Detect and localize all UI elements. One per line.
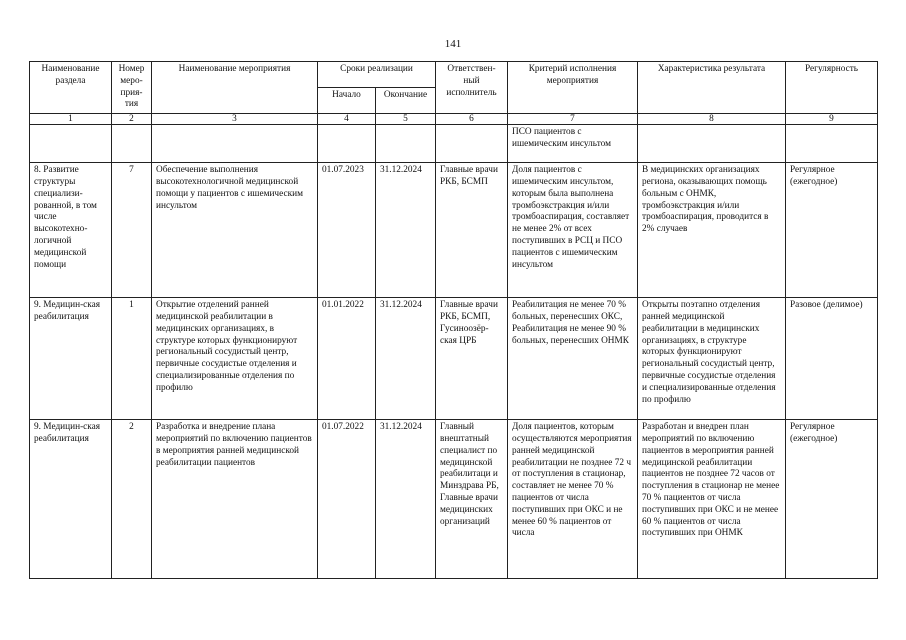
cell-regularity: Регулярное (ежегодное) — [790, 165, 838, 187]
cell-criterion: Доля пациентов с ишемическим инсультом, которым была выполнена тромбоэкстракция и/или тромбоаспирация, составляет не менее 2% от всех поступивших в РСЦ и ПСО пациентов с ишемическим инсультом — [512, 165, 630, 270]
column-number: 3 — [152, 114, 318, 125]
cell-start — [322, 127, 371, 160]
header-criterion: Критерий исполнения мероприятия — [508, 62, 638, 114]
cell-responsible: Главные врачи РКБ, БСМП, Гусиноозёр-ская ЦРБ — [440, 300, 498, 346]
cell-section — [34, 127, 107, 160]
cell-number: 7 — [129, 165, 134, 176]
column-number: 9 — [786, 114, 878, 125]
cell-section: 9. Медицин-ская реабилитация — [34, 422, 101, 444]
table-row — [30, 125, 878, 163]
cell-number: 1 — [129, 300, 134, 311]
header-activity: Наименование мероприятия — [152, 62, 318, 114]
column-number: 6 — [436, 114, 508, 125]
cell-responsible — [440, 127, 503, 160]
column-number-row — [30, 114, 878, 125]
cell-result — [642, 127, 781, 160]
cell-activity: Обеспечение выполнения высокотехнологичной медицинской помощи у пациентов с ишемическим инсультом — [156, 165, 303, 211]
cell-end: 31.12.2024 — [380, 300, 422, 311]
cell-end: 31.12.2024 — [380, 165, 422, 176]
cell-number: 2 — [129, 422, 134, 433]
table-row — [30, 420, 878, 579]
cell-regularity: Регулярное (ежегодное) — [790, 422, 838, 444]
cell-responsible: Главный внештатный специалист по медицинской реабилитаци и Минздрава РБ, Главные врачи медицинских организаций — [440, 422, 499, 527]
header-regularity: Регулярность — [786, 62, 878, 114]
cell-criterion: ПСО пациентов с ишемическим инсультом — [512, 127, 611, 149]
column-number: 8 — [638, 114, 786, 125]
cell-result: Открыты поэтапно отделения ранней медицинской реабилитации в медицинских организациях, в структуре которых функционируют региональный сосудистый центр, первичные сосудистые отделения и специализированные отделения по профилю — [642, 300, 776, 405]
column-number: 1 — [30, 114, 112, 125]
cell-activity: Открытие отделений ранней медицинской реабилитации в медицинских организациях, в структуре которых функционируют региональный сосудистый центр, первичные сосудистые отделения и специализированные отделения по профилю — [156, 300, 298, 393]
cell-start: 01.07.2023 — [322, 165, 364, 176]
cell-result: Разработан и внедрен план мероприятий по включению пациентов в мероприятия ранней медицинской реабилитации пациентов не позднее 72 часов от поступления в стационар не менее 70 % пациентов от числа поступивших при ОКС и не менее 60 % пациентов от числа поступивших при ОНМК — [642, 422, 780, 539]
header-timing: Сроки реализации — [318, 62, 436, 88]
page-number: 141 — [444, 38, 462, 50]
table-row — [30, 298, 878, 420]
cell-criterion: Доля пациентов, которым осуществляются мероприятия ранней медицинской реабилитации не позднее 72 ч от поступления в стационар, составляет не менее 70 % пациентов от числа поступивших при ОКС и не менее 60 % пациентов от числа — [512, 422, 632, 539]
header-end: Окончание — [376, 88, 436, 114]
cell-regularity — [790, 127, 873, 160]
cell-number — [116, 127, 147, 160]
cell-section: 8. Развитие структуры специализи-рованной, в том числе высокотехно-логичной медицинской помощи — [34, 165, 97, 270]
cell-regularity: Разовое (делимое) — [790, 300, 863, 311]
header-start: Начало — [318, 88, 376, 114]
cell-end — [380, 127, 431, 160]
column-number: 7 — [508, 114, 638, 125]
cell-start: 01.01.2022 — [322, 300, 364, 311]
header-number: Номер меро-прия-тия — [112, 62, 152, 114]
cell-section: 9. Медицин-ская реабилитация — [34, 300, 101, 322]
cell-criterion: Реабилитация не менее 70 % больных, перенесших ОКС, Реабилитация не менее 90 % больных, перенесших ОНМК — [512, 300, 629, 346]
cell-start: 01.07.2022 — [322, 422, 364, 433]
header-section: Наименование раздела — [30, 62, 112, 114]
activities-table — [29, 61, 878, 579]
cell-result: В медицинских организациях региона, оказывающих помощь больным с ОНМК, тромбоэкстракция и/или тромбоаспирация, проводится в 2% случаев — [642, 165, 769, 235]
header-result: Характеристика результата — [638, 62, 786, 114]
column-number: 2 — [112, 114, 152, 125]
column-number: 5 — [376, 114, 436, 125]
cell-activity — [156, 127, 313, 160]
header-row — [30, 62, 878, 88]
cell-end: 31.12.2024 — [380, 422, 422, 433]
cell-activity: Разработка и внедрение плана мероприятий по включению пациентов в мероприятия ранней медицинской реабилитации пациентов — [156, 422, 312, 468]
table-row — [30, 163, 878, 298]
cell-responsible: Главные врачи РКБ, БСМП — [440, 165, 498, 187]
column-number: 4 — [318, 114, 376, 125]
header-responsible: Ответствен-ный исполнитель — [436, 62, 508, 114]
